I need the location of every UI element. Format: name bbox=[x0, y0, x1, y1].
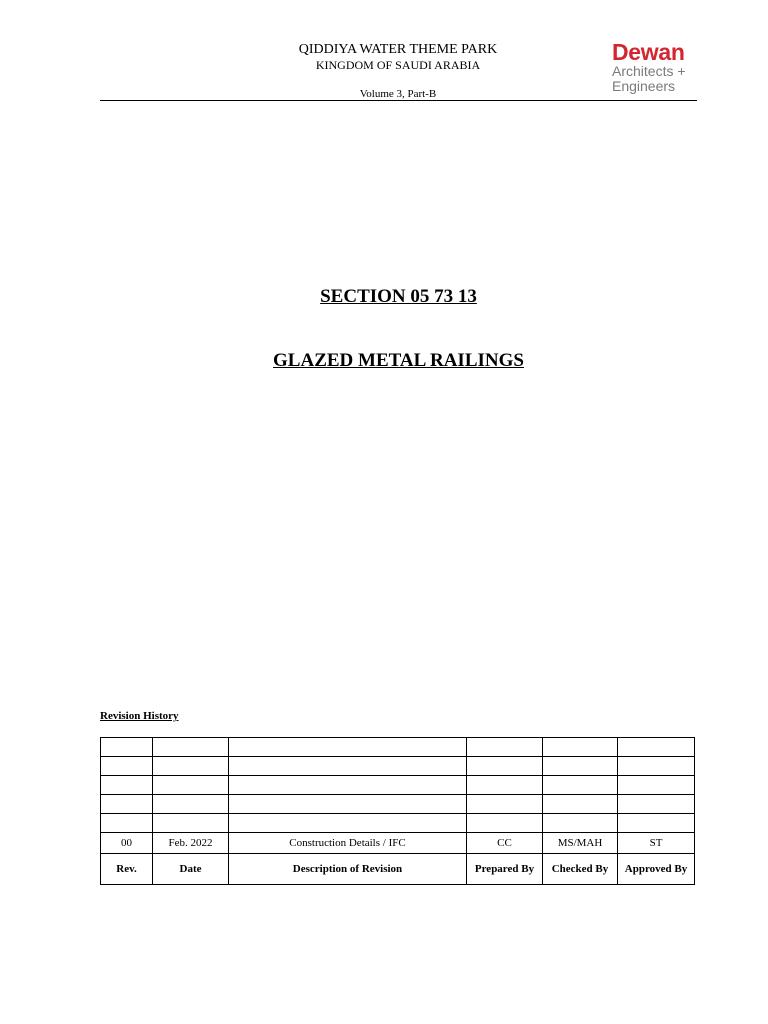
table-cell bbox=[543, 795, 618, 814]
table-cell bbox=[618, 738, 695, 757]
prepared-by-cell: CC bbox=[467, 833, 543, 854]
table-cell bbox=[543, 738, 618, 757]
section-number: SECTION 05 73 13 bbox=[320, 286, 477, 307]
table-cell bbox=[229, 814, 467, 833]
description-cell: Construction Details / IFC bbox=[229, 833, 467, 854]
column-header-prepared-by-text: Prepared By bbox=[474, 862, 535, 875]
dewan-logo bbox=[612, 40, 702, 94]
column-header-rev: Rev. bbox=[101, 854, 153, 885]
table-cell bbox=[153, 776, 229, 795]
table-cell bbox=[101, 738, 153, 757]
table-cell bbox=[153, 738, 229, 757]
rev-cell: 00 bbox=[101, 833, 153, 854]
table-row bbox=[101, 776, 695, 795]
column-header-checked-by bbox=[543, 854, 618, 885]
revision-entry-row bbox=[101, 833, 695, 854]
table-cell bbox=[618, 757, 695, 776]
logo-brand: Dewan bbox=[612, 39, 685, 65]
table-cell bbox=[153, 795, 229, 814]
table-cell bbox=[467, 814, 543, 833]
project-title: QIDDIYA WATER THEME PARK bbox=[298, 42, 498, 57]
table-cell bbox=[467, 776, 543, 795]
table-cell bbox=[101, 757, 153, 776]
section-title: GLAZED METAL RAILINGS bbox=[273, 350, 524, 371]
column-header-approved-by bbox=[618, 854, 695, 885]
volume-label: Volume 3, Part-B bbox=[359, 88, 437, 100]
table-row bbox=[101, 757, 695, 776]
table-cell bbox=[467, 795, 543, 814]
table-cell bbox=[229, 738, 467, 757]
project-location: KINGDOM OF SAUDI ARABIA bbox=[315, 58, 481, 72]
document-header bbox=[198, 42, 598, 101]
table-cell bbox=[467, 738, 543, 757]
table-row bbox=[101, 738, 695, 757]
header-divider bbox=[100, 100, 697, 101]
column-header-approved-by-text: Approved By bbox=[624, 862, 688, 875]
table-cell bbox=[101, 776, 153, 795]
logo-line-2: Engineers bbox=[612, 78, 676, 94]
table-header-row bbox=[101, 854, 695, 885]
date-cell: Feb. 2022 bbox=[153, 833, 229, 854]
table-cell bbox=[543, 757, 618, 776]
column-header-description: Description of Revision bbox=[229, 854, 467, 885]
table-cell bbox=[618, 795, 695, 814]
table-cell bbox=[543, 814, 618, 833]
table-cell bbox=[229, 757, 467, 776]
table-cell bbox=[229, 795, 467, 814]
table-cell bbox=[618, 814, 695, 833]
table-cell bbox=[229, 776, 467, 795]
table-cell bbox=[153, 757, 229, 776]
table-cell bbox=[467, 757, 543, 776]
table-row bbox=[101, 795, 695, 814]
table-row bbox=[101, 814, 695, 833]
logo-line-1: Architects + bbox=[612, 63, 686, 79]
table-cell bbox=[618, 776, 695, 795]
table-cell bbox=[101, 795, 153, 814]
table-cell bbox=[543, 776, 618, 795]
table-cell bbox=[101, 814, 153, 833]
checked-by-cell: MS/MAH bbox=[543, 833, 618, 854]
revision-history-label: Revision History bbox=[100, 710, 179, 722]
column-header-date: Date bbox=[153, 854, 229, 885]
approved-by-cell: ST bbox=[618, 833, 695, 854]
column-header-prepared-by bbox=[467, 854, 543, 885]
table-cell bbox=[153, 814, 229, 833]
column-header-checked-by-text: Checked By bbox=[551, 862, 609, 875]
revision-history-table bbox=[100, 737, 695, 885]
